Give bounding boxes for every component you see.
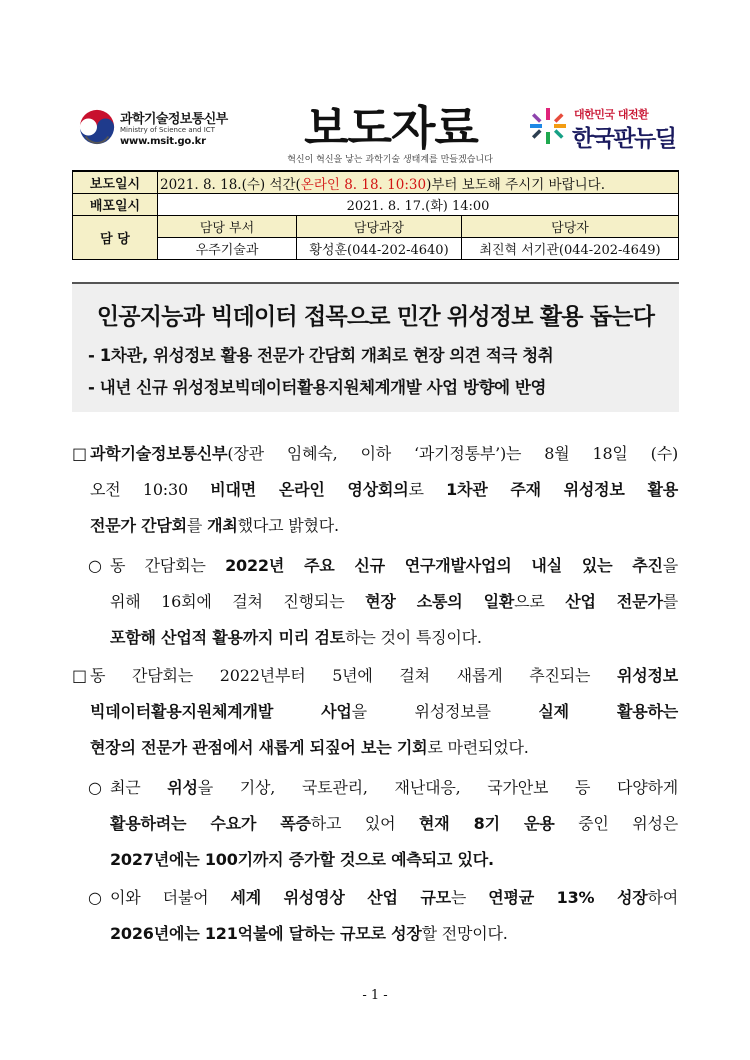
contact-row: [73, 238, 679, 260]
page-number: - 1 -: [362, 988, 388, 1003]
p4-line-3: [88, 842, 678, 878]
taegeuk-emblem-icon: [78, 108, 116, 146]
p3-bold: 실제 활용하는: [538, 702, 678, 721]
paragraph-5: [88, 880, 678, 952]
p5-text: 하여: [647, 888, 678, 907]
p1-bold: 1차관 주재 위성정보 활용: [446, 480, 678, 499]
p5-bold: 연평균 13% 성장: [488, 888, 648, 907]
p1-bold: 과학기술정보통신부: [90, 444, 228, 463]
release-prefix: 2021. 8. 18.(수) 석간(: [160, 176, 301, 193]
officer-value: 최진혁 서기관(044-202-4649): [462, 238, 679, 260]
p1-bold: 전문가 간담회: [90, 516, 187, 535]
p3-line-2: [72, 694, 678, 730]
p3-text: 로 마련되었다.: [427, 738, 529, 757]
p2-bold: 산업 전문가: [565, 592, 663, 611]
p1-text: 했다고 밝혔다.: [237, 516, 339, 535]
paragraph-4: [88, 770, 678, 878]
p3-text: 을 위성정보를: [351, 702, 539, 721]
circle-bullet: ○: [88, 556, 102, 575]
p3-text: 동 간담회는 2022년부터 5년에 걸쳐 새롭게 추진되는: [90, 666, 617, 685]
p3-bold: 현장의 전문가 관점에서 새롭게 되짚어 보는 기회: [90, 738, 428, 757]
p3-bold: 위성정보: [616, 666, 678, 685]
p3-bold: 빅데이터활용지원체계개발 사업: [90, 702, 352, 721]
new-deal-name: 한국판뉴딜: [572, 126, 676, 152]
p4-bold: 2027년에는 100기까지 증가할 것으로 예측되고 있다.: [110, 850, 494, 869]
new-deal-tagline: 대한민국 대전환: [574, 108, 649, 121]
col-director-header: 담당과장: [297, 216, 462, 238]
p1-bold: 개최: [207, 516, 238, 535]
p1-line-3: [72, 508, 678, 544]
release-label: 보도일시: [73, 171, 158, 194]
p1-bold: 비대면 온라인 영상회의: [210, 480, 409, 499]
p4-text: 을 기상, 국토관리, 재난대응, 국가안보 등 다양하게: [197, 778, 678, 797]
p2-text: 동 간담회는: [110, 556, 226, 575]
p5-text: 이와 더불어: [110, 888, 231, 907]
p5-bold: 2026년에는 121억불에 달하는 규모로 성장: [110, 924, 422, 943]
p2-bold: 현장 소통의 일환: [365, 592, 515, 611]
release-suffix: )부터 보도해 주시기 바랍니다.: [426, 176, 605, 193]
paragraph-2: [88, 548, 678, 656]
release-value: [158, 171, 679, 194]
p1-line-2: [72, 472, 678, 508]
headline-title: 인공지능과 빅데이터 접목으로 민간 위성정보 활용 돕는다: [96, 304, 655, 330]
contact-label: 담 당: [73, 216, 158, 260]
p2-text: 을: [662, 556, 679, 575]
p2-line-2: [88, 584, 678, 620]
col-dept-header: 담당 부서: [158, 216, 297, 238]
p2-text: 하는 것이 특징이다.: [345, 628, 482, 647]
circle-bullet: ○: [88, 778, 102, 797]
p3-line-1: [72, 658, 678, 694]
distribution-label: 배포일시: [73, 194, 158, 216]
p5-line-1: [88, 880, 678, 916]
p2-text: 를: [662, 592, 678, 611]
slogan: 혁신이 혁신을 낳는 과학기술 생태계를 만들겠습니다: [287, 155, 493, 165]
p2-text: 위해 16회에 걸쳐 진행되는: [110, 592, 366, 611]
headline-box: [72, 282, 679, 412]
p2-bold: 포함해 산업적 활용까지 미리 검토: [110, 628, 346, 647]
p1-text: 오전 10:30: [90, 480, 211, 499]
release-row: [73, 171, 679, 194]
headline-sub-2: - 내년 신규 위성정보빅데이터활용지원체계개발 사업 방향에 반영: [88, 378, 547, 397]
p2-bold: 2022년 주요 신규 연구개발사업의 내실 있는 추진: [225, 556, 663, 575]
square-bullet: □: [72, 666, 87, 685]
ministry-logo: [78, 106, 278, 152]
square-bullet: □: [72, 444, 87, 463]
p4-bold: 위성: [167, 778, 198, 797]
ministry-url[interactable]: www.msit.go.kr: [120, 136, 206, 147]
ministry-name: 과학기술정보통신부: [120, 112, 228, 127]
p2-text: 으로: [514, 592, 566, 611]
p1-line-1: [72, 436, 678, 472]
col-officer-header: 담당자: [462, 216, 679, 238]
p5-line-2: [88, 916, 678, 952]
contact-header-row: [73, 216, 679, 238]
new-deal-star-icon: [528, 106, 568, 146]
p5-text: 는: [450, 888, 489, 907]
korean-new-deal-logo: [528, 104, 698, 154]
circle-bullet: ○: [88, 888, 102, 907]
release-info-table: [72, 170, 679, 260]
p4-text: 중인 위성은: [554, 814, 678, 833]
p2-line-3: [88, 620, 678, 656]
p1-text: 로: [408, 480, 447, 499]
distribution-value: 2021. 8. 17.(화) 14:00: [158, 194, 679, 216]
release-online-time: 온라인 8. 18. 10:30: [300, 176, 427, 193]
dept-value: 우주기술과: [158, 238, 297, 260]
headline-sub-1: - 1차관, 위성정보 활용 전문가 간담회 개최로 현장 의견 적극 청취: [88, 346, 554, 365]
paragraph-3: [72, 658, 678, 766]
director-value: 황성훈(044-202-4640): [297, 238, 462, 260]
p4-text: 최근: [110, 778, 168, 797]
paragraph-1: [72, 436, 678, 544]
p4-bold: 활용하려는 수요가 폭증: [110, 814, 311, 833]
p3-line-3: [72, 730, 678, 766]
p5-text: 할 전망이다.: [421, 924, 508, 943]
press-release-title: 보도자료: [304, 101, 478, 155]
p1-text: (장관 임혜숙, 이하 ‘과기정통부’)는 8월 18일 (수): [227, 444, 678, 463]
p4-line-2: [88, 806, 678, 842]
p4-line-1: [88, 770, 678, 806]
distribution-row: [73, 194, 679, 216]
p2-line-1: [88, 548, 678, 584]
p1-text: 를: [186, 516, 208, 535]
ministry-english-name: Ministry of Science and ICT: [120, 126, 215, 134]
p4-bold: 현재 8기 운용: [419, 814, 555, 833]
p5-bold: 세계 위성영상 산업 규모: [230, 888, 451, 907]
p4-text: 하고 있어: [310, 814, 420, 833]
